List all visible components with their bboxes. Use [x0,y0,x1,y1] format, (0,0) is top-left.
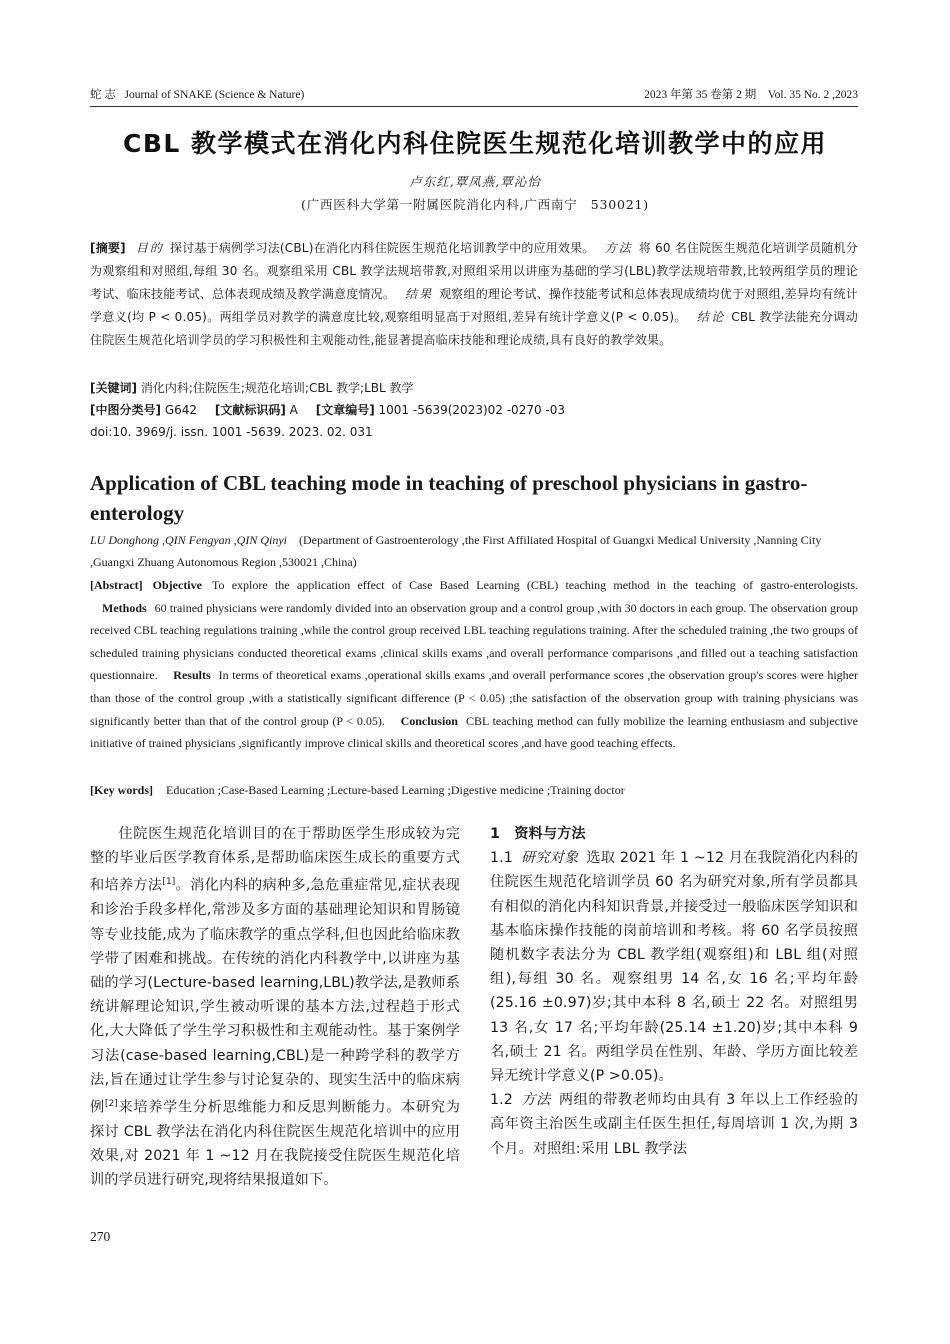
body-column-right [490,822,858,1161]
article-number-tag: [文章编号] [315,403,375,417]
keywords-cn-line [90,377,858,399]
doi-line: doi:10. 3969/j. issn. 1001 -5639. 2023. 02. 031 [90,425,373,439]
abstract-cn-objective-label: 目的 [135,241,164,255]
subsection-1-2 [490,1088,858,1161]
subsection-1-1-number: 1.1 [490,850,513,867]
page-number: 270 [90,1229,111,1244]
section-1-heading: 1 资料与方法 [490,826,586,842]
affiliation-en: (Department of Gastroenterology ,the First Affiliated Hospital of Guangxi Medical University ,Nanning City ,Guangxi Zhuang Autonomous Region ,530021 ,China) [90,533,822,569]
abstract-en-results-label: Results [173,668,211,683]
abstract-cn-conclusion: CBL 教学法能充分调动住院医生规范化培训学员的学习积极性和主观能动性,能显著提高临床技能和理论成绩,具有良好的教学效果。 [90,310,858,347]
paper-title-en: Application of CBL teaching mode in teaching of preschool physicians in gastro-enterology [90,471,808,525]
subsection-1-1-text: 选取 2021 年 1 ~12 月在我院消化内科的住院医生规范化培训学员 60 名为研究对象,所有学员都具有相似的消化内科知识背景,并接受过一般临床医学知识和基本临床操作技能的岗前培训和考核。将 60 名学员按照随机数字表法分为 CBL 教学组(观察组)和 LBL 组(对照组),每组 30 名。观察组男 14 名,女 16 名;平均年龄(25.16 ±0.97)岁;其中本科 8 名,硕士 22 名。对照组男 13 名,女 17 名;平均年龄(25.14 ±1.20)岁;其中本科 9 名,硕士 21 名。两组学员在性别、年龄、学历方面比较差异无统计学意义(P >0.05)。 [490,850,858,1085]
keywords-cn-value: 消化内科;住院医生;规范化培训;CBL 教学;LBL 教学 [140,381,414,395]
subsection-1-2-text: 两组的带教老师均由具有 3 年以上工作经验的高年资主治医生或副主任医生担任,每周培训 1 次,为期 3 个月。对照组:采用 LBL 教学法 [490,1092,859,1157]
abstract-en-methods: 60 trained physicians were randomly divided into an observation group and a control group ,with 30 doctors in each group. The observation group received CBL teaching regulations training ,while the control group received LBL teaching regulations training. After the scheduled training ,the two groups of scheduled training physicians conducted theoretical exams ,clinical skills exams ,and overall performance comparisons ,and filled out a teaching satisfaction questionnaire. [90,600,858,683]
authors-en [90,529,858,573]
paper-title-cn: CBL 教学模式在消化内科住院医生规范化培训教学中的应用 [122,129,828,158]
subsection-1-2-label: 方法 [520,1092,551,1109]
intro-text-b: 。消化内科的病种多,急危重症常见,症状表现和诊治手段多样化,常涉及多方面的基础理论知识和胃肠镜等专业技能,成为了临床教学的重点学科,但也因此给临床教学带了困难和挑战。在传统的消化内科教学中,以讲座为基础的学习(Lecture-based learning,LBL)教学法,是教师系统讲解理论知识,学生被动听课的基本方法,过程趋于形式化,大大降低了学生学习积极性和主观能动性。基于案例学习法(case-based learning,CBL)是一种跨学科的教学方法,旨在通过让学生参与讨论复杂的、现实生活中的临床病例 [90,878,460,1116]
classification-line [90,399,858,421]
intro-text-a: 住院医生规范化培训目的在于帮助医学生形成较为完整的毕业后医学教育体系,是帮助临床医生成长的重要方式和培养方法 [90,826,460,895]
abstract-cn-results-label: 结果 [405,287,434,301]
keywords-en-tag: [Key words] [90,783,153,797]
journal-name-en: Journal of SNAKE (Science & Nature) [124,89,305,101]
abstract-cn-results: 观察组的理论考试、操作技能考试和总体表现成绩均优于对照组,差异均有统计学意义(均 P < 0.05)。两组学员对教学的满意度比较,观察组明显高于对照组,差异有统计学意义(P < 0.05)。 [90,287,858,324]
authors-en-names: LU Donghong ,QIN Fengyan ,QIN Qinyi [90,533,287,547]
keywords-en-line [90,779,858,801]
header-journal [90,86,304,102]
abstract-cn-objective: 探讨基于病例学习法(CBL)在消化内科住院医生规范化培训教学中的应用效果。 [169,241,595,255]
issue-cn: 2023 年第 35 卷第 2 期 [644,89,757,101]
clc-value: G642 [164,403,198,417]
abstract-cn-methods-label: 方法 [604,241,633,255]
abstract-en-conclusion: CBL teaching method can fully mobilize the learning enthusiasm and subjective initiative of trained physicians ,significantly improve clinical skills and theoretical scores ,and have good teaching effects. [90,713,859,751]
running-header [90,80,858,107]
authors-cn: 卢东红,覃凤燕,覃沁怡 [409,174,541,189]
clc-tag: [中图分类号] [90,403,161,417]
keywords-cn-tag: [关键词] [90,381,137,395]
abstract-cn-methods: 将 60 名住院医生规范化培训学员随机分为观察组和对照组,每组 30 名。观察组采用 CBL 教学法规培带教,对照组采用以讲座为基础的学习(LBL)教学法规培带教,比较两组学员的理论考试、临床技能考试、总体表现成绩及教学满意度情况。 [90,241,858,301]
doc-code-tag: [文献标识码] [214,403,286,417]
intro-paragraph [90,822,460,1193]
subsection-1-1-label: 研究对象 [520,850,579,867]
header-issue [644,86,858,102]
abstract-en-results: In terms of theoretical exams ,operational skills exams ,and overall performance scores ,the observation group's scores were higher than those of the control group ,with a statistically significant difference (P < 0.05) ;the satisfaction of the observation group with training physicians was significantly better than that of the control group (P < 0.05). [90,668,858,728]
issue-en: Vol. 35 No. 2 ,2023 [767,89,858,101]
abstract-en-methods-label: Methods [102,600,147,615]
citation-1: [1] [162,877,176,888]
abstract-en-objective: To explore the application effect of Case Based Learning (CBL) teaching method in the teaching of gastro-enterologists. [211,578,858,592]
citation-2: [2] [104,1098,118,1109]
abstract-en-objective-label: Objective [152,578,202,592]
subsection-1-2-number: 1.2 [490,1092,513,1109]
article-number-value: 1001 -5639(2023)02 -0270 -03 [378,403,566,417]
affiliation-cn: (广西医科大学第一附属医院消化内科,广西南宁 530021) [301,197,649,212]
article-meta [90,377,858,443]
intro-text-c: 来培养学生分析思维能力和反思判断能力。本研究为探讨 CBL 教学法在消化内科住院医生规范化培训中的应用效果,对 2021 年 1 ~12 月在我院接受住院医生规范化培训的学员进行研究,现将结果报道如下。 [90,1099,460,1189]
keywords-en-value: Education ;Case-Based Learning ;Lecture-based Learning ;Digestive medicine ;Training doctor [166,783,625,797]
body-column-left [90,822,460,1193]
doc-code-value: A [289,403,298,417]
abstract-cn-tag: [摘要] [90,241,126,255]
abstract-cn-conclusion-label: 结论 [696,310,726,324]
subsection-1-1 [490,846,858,1088]
abstract-cn [90,237,858,352]
abstract-en-conclusion-label: Conclusion [400,713,458,728]
abstract-en-tag: [Abstract] [90,578,143,592]
abstract-en [90,574,858,755]
journal-name-cn: 蛇 志 [90,89,116,101]
